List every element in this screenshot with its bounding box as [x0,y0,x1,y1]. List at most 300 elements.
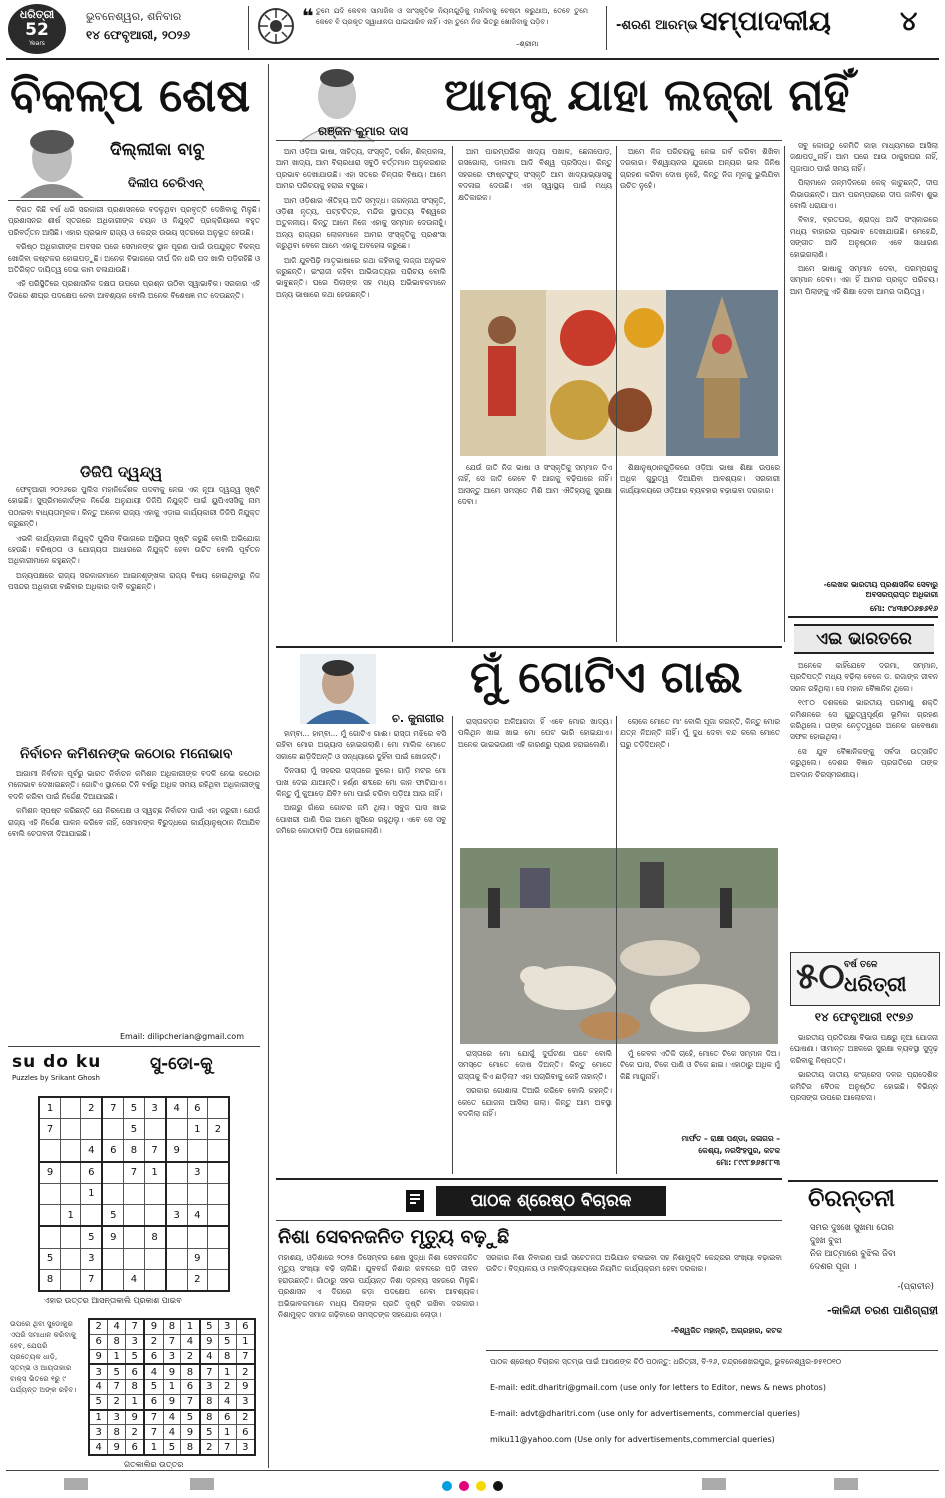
india-paragraph: ଅନେକେ କାହିଁଯେବେ ଦରମା, ସମ୍ମାନ, ପ୍ରତିପତ୍ତି ମଧ୍ୟ ବଢ଼ିଲା ବେଳେ ଡ. ରଜାଙ୍କ ଜୀବନ ସରଳ ରହିଥିଲା। ସେ ମହାନ ବୈଜ୍ଞାନିକ ଥିଲେ। [790,661,938,693]
sudoku-cell: 9 [163,1394,181,1409]
main-paragraph: ଯେଉଁ ଜାତି ନିଜ ଭାଷା ଓ ସଂସ୍କୃତିକୁ ସମ୍ମାନ ଦିଏ ନାହିଁ, ସେ ଜାତି କେବେ ବି ଆଗକୁ ବଢ଼ିପାରେ ନାହିଁ। ଆସନ୍ତୁ ଆମେ ସମସ୍ତେ ମିଶି ଆମ ଐତିହ୍ୟକୁ ସୁରକ୍ଷା ଦେବା। [458,463,612,507]
masthead-date: ୧୪ ଫେବୃଆରୀ, ୨୦୨୬ [86,28,191,42]
sudoku-cell: 9 [187,1248,207,1269]
sudoku-cell: 5 [39,1248,61,1269]
columnist-portrait [12,128,92,198]
main-article-title: ଆମକୁ ଯାହା ଲଜ୍ଜା ନାହିଁ [444,70,850,121]
sudoku-cell: 1 [89,1410,108,1425]
sudoku-cell [144,1248,166,1269]
sudoku-cell: 5 [181,1410,200,1425]
sudoku-cell: 4 [124,1269,144,1291]
sudoku-cell: 3 [125,1334,144,1349]
sudoku-cell: 6 [81,1162,103,1184]
sudoku-cell: 4 [163,1410,181,1425]
sudoku-cell [207,1184,229,1205]
column-paragraph: ଏଭଳି କାର୍ଯ୍ୟକାରୀ ନିଯୁକ୍ତି ପୁଲିସ ବିଭାଗରେ ଅସ୍ଥିରତା ସୃଷ୍ଟି କରୁଛି ବୋଲି ଅଭିଯୋଗ ହେଉଛି। ବରିଷ୍ଠତା ଓ ଯୋଗ୍ୟତା ଆଧାରରେ ନିଯୁକ୍ତି ହେବା ଉଚିତ ବୋଲି ପୂର୍ବତନ ଅଧିକାରୀମାନେ କହୁଛନ୍ତି। [8,533,260,566]
second-paragraph: ହାମ୍ବା... ହାମ୍ବା... ମୁଁ ଗୋଟିଏ ଗାଈ। ରାସ୍ତା ମଝିରେ ବସି ରହିବା ମୋର ଅଭ୍ୟାସ ହୋଇଗଲାଣି। ମୋ ମାଲିକ ମୋତେ ସକାଳେ ଛାଡ଼ିଦିଅନ୍ତି ଓ ସନ୍ଧ୍ୟାରେ ଦୁହିଁବା ପାଇଁ ଖୋଜନ୍ତି। [276,729,446,761]
masthead-divider [248,6,249,50]
sudoku-cell: 9 [125,1410,144,1425]
sudoku-row [89,1364,255,1379]
sudoku-cell [166,1162,188,1184]
sudoku-row [39,1097,229,1119]
sudoku-cell: 3 [236,1440,255,1455]
main-col-3b [620,462,780,650]
sudoku-cell: 5 [200,1319,219,1334]
sudoku-cell: 2 [144,1334,163,1349]
chirantani-author: -କାଳିନ୍ଦୀ ଚରଣ ପାଣିଗ୍ରାହୀ [826,1304,938,1317]
sudoku-row [89,1425,255,1440]
masthead-divider-2 [606,6,607,50]
main-col-3 [620,146,780,286]
sudoku-cell [207,1204,229,1226]
sudoku-cell: 1 [39,1097,61,1119]
sudoku-cell: 9 [89,1349,108,1364]
sudoku-cell: 9 [181,1425,200,1440]
email-other[interactable]: miku11@yahoo.com (Use only for advertisements,commercial queries) [490,1435,775,1444]
logo-text: ଧରିତ୍ରୀ [19,8,55,21]
sudoku-cell [102,1184,124,1205]
sudoku-cell: 6 [218,1410,236,1425]
sudoku-cell [81,1119,103,1140]
sudoku-cell: 6 [125,1364,144,1379]
sudoku-cell: 1 [108,1349,126,1364]
sudoku-cell: 3 [163,1349,181,1364]
sudoku-cell: 9 [144,1319,163,1334]
masthead-rule [6,58,939,60]
email-editor[interactable]: E-mail: edit.dharitri@gmail.com (use only for letters to Editor, news & news photos) [490,1383,826,1392]
sudoku-cell [124,1248,144,1269]
sudoku-cell [187,1226,207,1248]
sudoku-cell: 4 [81,1140,103,1162]
sudoku-caption: ଏହାର ଉତ୍ତର ଆସନ୍ତାକାଲି ପ୍ରକାଶ ପାଇବ [44,1296,182,1305]
sudoku-cell [61,1119,81,1140]
page-number: ୪ [900,6,918,37]
left-column-rule [268,64,269,1468]
sudoku-cell: 5 [124,1119,144,1140]
sudoku-cell: 5 [144,1380,163,1395]
reader-band-rule [276,1220,782,1221]
sudoku-cell: 7 [144,1425,163,1440]
second-col-rule-1 [452,716,453,1174]
sudoku-cell: 3 [89,1364,108,1379]
sudoku-cell: 5 [218,1334,236,1349]
letter-body: ମହାଶୟ, ଓଡ଼ିଶାରେ ୨୦୨୫ ଡିସେମ୍ବର ଶେଷ ସୁଦ୍ଧା ନିଶା ସେବନଜନିତ ମୃତ୍ୟୁ ସଂଖ୍ୟା ବଢ଼ି ଚାଲିଛି। ଯୁବବର୍ଗ ନିଶାର କବଳରେ ପଡ଼ି ଜୀବନ ହରାଉଛନ୍ତି। ଗାଁଠାରୁ ସହର ପର୍ଯ୍ୟନ୍ତ ନିଶା ଦ୍ରବ୍ୟ ସହଜରେ ମିଳୁଛି। ପ୍ରଶାସନ ଏ ଦିଗରେ କଡ଼ା ପଦକ୍ଷେପ ନେବା ଆବଶ୍ୟକ। ଅଭିଭାବକମାନେ ମଧ୍ୟ ପିଲାଙ୍କ ପ୍ରତି ଦୃଷ୍ଟି ରଖିବା ଦରକାର। ନିଶାମୁକ୍ତ ସମାଜ ଗଢ଼ିବାରେ ସମସ୍ତଙ୍କ ସହଯୋଗ ଲୋଡ଼ା। [278,1253,478,1320]
anniversary-item: ଭାରତୀୟ ଜାତୀୟ କଂଗ୍ରେସ ଦଳର ପ୍ରାଦେଶିକ କମିଟିର ବୈଠକ ଅନୁଷ୍ଠିତ ହୋଇଛି। ବିଭିନ୍ନ ପ୍ରସଙ୍ଗ ଉପରେ ଆଲୋଚନା। [790,1070,938,1103]
right-paragraph: ଆମେ ଭାଷାକୁ ସମ୍ମାନ ଦେବା, ପରମ୍ପରାକୁ ସମ୍ମାନ ଦେବା। ଏହା ହିଁ ଆମର ପ୍ରକୃତ ପରିଚୟ। ଆମ ପିଲାଙ୍କୁ ଏହି ଶିକ୍ଷା ଦେବା ଆମର ଦାୟିତ୍ୱ। [790,264,938,296]
sudoku-cell: 8 [125,1380,144,1395]
column-subtitle: ଦିଲ୍ଲୀକା ବାବୁ [110,140,205,160]
main-title-rule [276,140,782,141]
main-col-rule-3 [784,146,785,642]
sudoku-cell [124,1226,144,1248]
reader-top-rule [276,1178,782,1180]
sudoku-cell: 5 [102,1204,124,1226]
main-phone: ମୋ: ୯୪୩୭୦୬୭୬୧୬ [869,604,938,613]
sudoku-cell [39,1140,61,1162]
sudoku-cell: 5 [89,1394,108,1409]
logo-years: 52 [25,20,49,40]
chirantani-source: -(ପ୍ରାଚୀନ) [897,1282,934,1292]
second-col-2b [458,1048,612,1172]
main-col-1 [276,146,446,650]
sudoku-cell: 2 [81,1097,103,1119]
sudoku-row [89,1410,255,1425]
sudoku-cell [207,1140,229,1162]
sudoku-cell [61,1162,81,1184]
letter-signature: -ବିଶ୍ୱଜିତ ମହାନ୍ତି, ଅଗ୍ରହାର, କଟକ [670,1326,782,1335]
column-paragraph: ବରିଷ୍ଠ ଅଧିକାରୀଙ୍କ ଅବସର ପରେ ସେମାନଙ୍କ ସ୍ଥାନ ପୂରଣ ପାଇଁ ଉପଯୁକ୍ତ ବିକଳ୍ପ ଖୋଜିବା କଷ୍ଟକର ହୋଇପଡ଼ୁଛି। ଅନେକ ବିଭାଗରେ ଦୀର୍ଘ ଦିନ ଧରି ପଦ ଖାଲି ପଡ଼ିରହିଛି ଓ ଅତିରିକ୍ତ ଦାୟିତ୍ୱ ଦେଇ କାମ ଚଳାଯାଉଛି। [8,242,260,275]
sudoku-cell: 9 [200,1334,219,1349]
sudoku-cell: 3 [144,1097,166,1119]
sudoku-cell [102,1119,124,1140]
second-byline-2: କେଶ୍ୟ, ନରସିଂହପୁର, କଟକ [698,1146,780,1155]
columnist-email[interactable]: Email: dilipcherian@gmail.com [120,1032,244,1041]
sudoku-cell [61,1184,81,1205]
anniversary-date: ୧୪ ଫେବୃଆରୀ ୧୯୭୬ [814,1010,914,1024]
sudoku-cell: 4 [166,1097,188,1119]
india-section-title: ଏଇ ଭାରତରେ [794,624,934,654]
sudoku-cell [61,1248,81,1269]
cmyk-dots [440,1478,510,1492]
sudoku-cell: 5 [81,1226,103,1248]
sudoku-cell: 7 [144,1410,163,1425]
sudoku-cell: 4 [218,1394,236,1409]
main-col-2b [458,462,612,650]
sudoku-instructions: ଉପରେ ଥିବା ସୁଡୋକୁର ଏପରି ସମାଧାନ କରିବାକୁ ହେବ, ଯେପରି ପ୍ରତ୍ୟେକ ଧାଡ଼ି, ସ୍ତମ୍ଭ ଓ ଆୟତାକାର ବାକ୍ସ ଭିତରେ ୧ରୁ ୯ ପର୍ଯ୍ୟନ୍ତ ଅଙ୍କ ରହିବ। [10,1319,77,1394]
main-paragraph: ଆଜି ଯୁବପିଢ଼ି ମାତୃଭାଷାରେ କଥା କହିବାକୁ ଲଜ୍ଜା ଅନୁଭବ କରୁଛନ୍ତି। ଇଂରାଜୀ କହିବା ଆଭିଜାତ୍ୟର ପରିଚୟ ବୋଲି ଭାବୁଛନ୍ତି। ଘରେ ପିଲାଙ୍କ ସହ ମଧ୍ୟ ଅଭିଭାବକମାନେ ଅନ୍ୟ ଭାଷାରେ କଥା ହେଉଛନ୍ତି। [276,255,446,299]
second-byline-1: ମାର୍ଫତ – ରାକ୍ଷୀ ପଣ୍ଡା, ଜଳାଗର – [681,1134,780,1143]
column-paragraph: ଏହି ପରିସ୍ଥିତିରେ ପ୍ରଶାସନିକ ଦକ୍ଷତା ଉପରେ ପ୍ରଶ୍ନ ଉଠିବା ସ୍ୱାଭାବିକ। ସରକାର ଏହି ଦିଗରେ ଶୀଘ୍ର ପଦକ୍ଷେପ ନେବା ଆବଶ୍ୟକ ବୋଲି ଅନେକ ବିଶେଷଜ୍ଞ ମତ ଦେଉଛନ୍ତି। [8,279,260,300]
letter-body-2: ସରକାର ନିଶା ନିବାରଣ ପାଇଁ ସଚେତନତା ଅଭିଯାନ ଚଳାଇବା ସହ ନିଶାମୁକ୍ତି କେନ୍ଦ୍ରର ସଂଖ୍ୟା ବଢ଼ାଇବା ଉଚିତ। ବିଦ୍ୟାଳୟ ଓ ମହାବିଦ୍ୟାଳୟରେ ନିୟମିତ କାର୍ଯ୍ୟକ୍ରମ ହେବା ଦରକାର। [486,1253,782,1274]
sudoku-cell: 4 [144,1364,163,1379]
right-paragraph: ସବୁ କୋଉଠୁ କେମିତି କାହା ମାଧ୍ୟମରେ ଆସିଲା ଜଣାପଡ଼ୁନାହିଁ। ଆମ ଘରେ ଆଉ ଠାକୁରଘର ନାହିଁ, ପୂଜାପାଠ ପାଇଁ ସମୟ ନାହିଁ। [790,141,938,173]
sudoku-cell: 4 [89,1380,108,1395]
sudoku-cell: 2 [236,1364,255,1379]
sudoku-cell: 4 [108,1319,126,1334]
sudoku-cell: 8 [39,1269,61,1291]
sudoku-cell: 3 [187,1162,207,1184]
main-byline: -ଲେଖକ ଭାରତୀୟ ପ୍ରଶାସନିକ ସେବାରୁ ଅବସରପ୍ରାପ୍ତ ଅଧିକାରୀ [823,580,938,599]
sudoku-cell [144,1119,166,1140]
sudoku-cell [166,1119,188,1140]
sudoku-cell [187,1184,207,1205]
sudoku-cell: 9 [163,1364,181,1379]
sudoku-cell [39,1204,61,1226]
sun-emblem-icon [256,6,296,46]
column-paragraph: ଫେବୃଆରୀ ୨୦୨୬ରେ ପୁଲିସ ମହାନିର୍ଦ୍ଦେଶକ ପଦବୀକୁ ନେଇ ଏକ ନୂଆ ଦ୍ୱନ୍ଦ୍ୱ ସୃଷ୍ଟି ହୋଇଛି। ସୁପ୍ରିମକୋର୍ଟଙ୍କ ନିର୍ଦ୍ଦେଶ ଅନୁଯାୟୀ ଡିଜିପି ନିଯୁକ୍ତି ପାଇଁ ୟୁପିଏସସିକୁ ନାମ ପଠାଇବା ବାଧ୍ୟତାମୂଳକ। କିନ୍ତୁ ଅନେକ ରାଜ୍ୟ ଏହାକୁ ଏଡ଼ାଇ କାର୍ଯ୍ୟକାରୀ ଡିଜିପି ନିଯୁକ୍ତ କରୁଛନ୍ତି। [8,485,260,529]
column-paragraph: ବିଗତ କିଛି ବର୍ଷ ଧରି ସରକାରୀ ପ୍ରଶାସନରେ ବଦଳୁଥିବା ପ୍ରବୃତ୍ତି ଦେଖିବାକୁ ମିଳୁଛି। ପ୍ରଶାସନର ଶୀର୍ଷ ସ୍ତରରେ ଅଧିକାରୀଙ୍କ ଚୟନ ଓ ନିଯୁକ୍ତି ପ୍ରକ୍ରିୟାରେ ବହୁତ ପରିବର୍ତ୍ତନ ଆସିଛି। ଏହାର ପ୍ରଭାବ ରାଜ୍ୟ ଓ କେନ୍ଦ୍ର ଉଭୟ ସ୍ତରରେ ଅନୁଭୂତ ହେଉଛି। [8,205,260,237]
sudoku-cell: 3 [200,1380,219,1395]
column-paragraph: ଆଗାମୀ ନିର୍ବାଚନ ପୂର୍ବରୁ ଭାରତ ନିର୍ବାଚନ କମିଶନ ଅଧିକାରୀଙ୍କ ବଦଳି ନେଇ କଠୋର ମନୋଭାବ ଦେଖାଇଛନ୍ତି। ଗୋଟିଏ ସ୍ଥାନରେ ତିନି ବର୍ଷରୁ ଅଧିକ ସମୟ ରହିଥିବା ଅଧିକାରୀଙ୍କୁ ବଦଳି କରିବା ପାଇଁ ନିର୍ଦ୍ଦେଶ ଦିଆଯାଇଛି। [8,769,260,801]
chirantani-title: ଚିରନ୍ତନୀ [808,1186,895,1212]
section-prefix: -ଶରଣ ଆରମ୍ଭ [616,18,698,33]
chirantani-poem [810,1222,938,1274]
second-article-title: ମୁଁ ଗୋଟିଏ ଗାଈ [470,652,743,703]
sudoku-cell: 6 [187,1097,207,1119]
sudoku-cell: 9 [166,1140,188,1162]
sudoku-row [89,1440,255,1455]
right-column-top [790,140,938,574]
quote-mark-icon: ❝ [302,4,314,28]
anniversary-logo: ଧରିତ୍ରୀ [844,972,907,996]
poem-line: ସମର ଦୁଃଖେ ସୁଖମା ତୋର [810,1223,894,1233]
sudoku-cell: 4 [89,1440,108,1455]
sudoku-cell: 4 [200,1349,219,1364]
second-col-2 [458,716,612,844]
reader-band-title: ପାଠକ ଶ୍ରେଷ୍ଠ ବିଚାରକ [436,1186,666,1216]
registration-bar [834,1478,858,1490]
main-paragraph: ଆମ ଓଡ଼ିଶାର ଐତିହ୍ୟ ଅତି ସମୃଦ୍ଧ। ଜଗନ୍ନାଥ ସଂସ୍କୃତି, ଓଡ଼ିଶୀ ନୃତ୍ୟ, ପଟ୍ଟଚିତ୍ର, ମନ୍ଦିର ସ୍ଥାପତ୍ୟ ବିଶ୍ୱରେ ଅତୁଳନୀୟ। କିନ୍ତୁ ଆମେ ନିଜେ ଏହାକୁ ସମ୍ମାନ ଦେଉନାହୁଁ। ଅନ୍ୟ ରାଜ୍ୟର ଲୋକମାନେ ଆମର ସଂସ୍କୃତିକୁ ପ୍ରଶଂସା କରୁଥିବା ବେଳେ ଆମେ ଏହାକୁ ଅବହେଳା କରୁଛେ। [276,195,446,251]
sudoku-cell: 6 [102,1140,124,1162]
sudoku-cell [61,1140,81,1162]
page-bottom-rule [6,1470,939,1471]
sudoku-cell: 1 [125,1394,144,1409]
email-advt[interactable]: E-mail: advt@dharitri.com (use only for advertisements, commercial queries) [490,1409,800,1418]
sudoku-cell: 8 [108,1425,126,1440]
sudoku-cell: 7 [163,1334,181,1349]
sudoku-cell: 1 [218,1364,236,1379]
second-paragraph: ସରକାର ଗୋଶାଳା ତିଆରି କରିବେ ବୋଲି କହନ୍ତି। କେତେ ଯୋଜନା ଆସିଲା ଗଲା। କିନ୍ତୁ ଆମ ଅବସ୍ଥା ବଦଳିଲା ନାହିଁ। [458,1086,612,1119]
sudoku-answer-grid [88,1318,256,1456]
second-paragraph: ରାସ୍ତାକଡ଼ର ଅଳିଆଗଦା ହିଁ ଏବେ ମୋର ଖାଦ୍ୟ। ପଲିଥିନ ଖାଇ ଖାଇ ମୋ ପେଟ ଭାରି ହୋଇଯାଏ। ଅନେକ ଭାଇଭଉଣୀ ଏହି କାରଣରୁ ପ୍ରାଣ ହରାଇଲେଣି। [458,717,612,749]
sudoku-cell: 7 [236,1349,255,1364]
column-body-2 [8,484,260,742]
sudoku-row [39,1119,229,1140]
sudoku-cell [81,1204,103,1226]
sudoku-row [39,1162,229,1184]
sudoku-cell: 7 [81,1269,103,1291]
sudoku-cell [207,1226,229,1248]
sudoku-cell: 2 [181,1349,200,1364]
sudoku-cell: 1 [163,1380,181,1395]
second-paragraph: ମୁଁ କେବଳ ଏତିକି ଚାହେଁ, ମୋତେ ଟିକେ ସମ୍ମାନ ଦିଅ। ଟିକେ ଘାସ, ଟିକେ ପାଣି ଓ ଟିକେ ଛାଇ। ଏହାଠାରୁ ଅଧିକ ମୁଁ କିଛି ମାଗୁନାହିଁ। [620,1049,780,1081]
sudoku-cell: 1 [187,1119,207,1140]
sudoku-cell: 8 [181,1440,200,1455]
masthead-quote-author: –ଶ୍ରୀମା [516,40,539,48]
reader-icon [400,1186,430,1216]
sudoku-cell: 8 [200,1394,219,1409]
columnist-name: ଦିଲୀପ ଚେରିଏନ୍ [128,176,203,190]
main-paragraph: ଶିକ୍ଷାନୁଷ୍ଠାନଗୁଡ଼ିକରେ ଓଡ଼ିଆ ଭାଷା ଶିକ୍ଷା ଉପରେ ଅଧିକ ଗୁରୁତ୍ୱ ଦିଆଯିବା ଆବଶ୍ୟକ। ସରକାରୀ କାର୍ଯ୍ୟାଳୟରେ ଓଡ଼ିଆର ବ୍ୟବହାର ବଢ଼ାଇବା ଦରକାର। [620,463,780,495]
sudoku-cell: 9 [39,1162,61,1184]
main-article-author: ରଞ୍ଜନ କୁମାର ଦାସ [318,124,408,138]
right-column-rule [788,616,938,618]
sudoku-cell: 8 [181,1364,200,1379]
sudoku-cell: 1 [218,1425,236,1440]
main-paragraph: ଆମ ପାରମ୍ପରିକ ଖାଦ୍ୟ ପଖାଳ, ଛେନାପୋଡ଼, ରସଗୋଲା, ଡାଲମା ଆଦି ବିଶ୍ୱ ପ୍ରସିଦ୍ଧ। କିନ୍ତୁ ସହରରେ ଫାଷ୍ଟଫୁଡ୍ ସଂସ୍କୃତି ଆମ ଖାଦ୍ୟାଭ୍ୟାସକୁ ବଦଳାଇ ଦେଉଛି। ଏହା ସ୍ୱାସ୍ଥ୍ୟ ପାଇଁ ମଧ୍ୟ କ୍ଷତିକାରକ। [458,147,612,202]
registration-bar [702,1478,726,1490]
sudoku-cell: 1 [61,1204,81,1226]
sudoku-cell: 8 [108,1334,126,1349]
sudoku-cell: 2 [218,1380,236,1395]
sudoku-cell: 3 [108,1410,126,1425]
india-paragraph: ସେ ଯୁବ ବୈଜ୍ଞାନିକଙ୍କୁ ସର୍ବଦା ଉତ୍ସାହିତ କରୁଥିଲେ। ଦେଶର ବିଜ୍ଞାନ ପ୍ରଗତିରେ ତାଙ୍କ ଅବଦାନ ଚିରସ୍ମରଣୀୟ। [790,746,938,779]
sudoku-cell [166,1226,188,1248]
sudoku-cell: 7 [102,1097,124,1119]
sudoku-row [39,1269,229,1291]
sudoku-cell [144,1269,166,1291]
cows-on-road-photo [460,848,778,1044]
sudoku-label-odia: ସୁ-ଡୋ-କୁ [150,1054,213,1074]
letter-title: ନିଶା ସେବନଜନିତ ମୃତ୍ୟୁ ବଢ଼ୁଛି [278,1226,510,1248]
sudoku-cell: 8 [218,1349,236,1364]
sudoku-cell: 3 [81,1248,103,1269]
second-author-photo [300,654,376,724]
masthead-quote: ତୁମେ ଯଦି କେବଳ ସାମାଜିକ ଓ ସାଂସ୍କୃତିକ ନିୟମଗୁଡ଼ିକୁ ମାନିବାକୁ ଚେଷ୍ଟା କରୁଥାଅ, ତେବେ ତୁମେ କେବେ ବି ପ୍ରକୃତ ସ୍ୱାଧୀନତା ପାଇପାରିବ ନାହିଁ। ଏହା ତୁମେ ନିଜ ଭିତରୁ ଖୋଜିବାକୁ ପଡ଼ିବ। [316,7,588,26]
sudoku-cell: 5 [124,1097,144,1119]
sudoku-cell: 9 [236,1380,255,1395]
sudoku-cell [102,1162,124,1184]
sudoku-cell: 5 [108,1364,126,1379]
sudoku-cell: 3 [218,1319,236,1334]
right-paragraph: ବିବାହ, ବ୍ରତଘର, ଶ୍ରାଦ୍ଧ ଆଦି ସଂସ୍କାରରେ ମଧ୍ୟ ବାହାରର ପ୍ରଭାବ ଦେଖାଯାଉଛି। ମେହେନ୍ଦି, ସଙ୍ଗୀତ ଆଦି ଅନୁଷ୍ଠାନ ଏବେ ସାଧାରଣ ହୋଇଗଲାଣି। [790,215,938,259]
right-paragraph: ପିଲାମାନେ ଜନ୍ମଦିନରେ କେକ୍ କାଟୁଛନ୍ତି, ଦୀପ ଲିଭାଉଛନ୍ତି। ଆମ ପରମ୍ପରାରେ ଦୀପ ଜାଳିବା ଶୁଭ ବୋଲି ଧରାଯାଏ। [790,178,938,211]
sudoku-row [89,1394,255,1409]
sudoku-cell: 4 [181,1334,200,1349]
sudoku-label: su do ku [12,1052,102,1072]
column-body [8,204,260,460]
sudoku-answer-caption: ଗତକାଲିର ଉତ୍ତର [124,1460,184,1469]
india-body [790,660,938,950]
second-phone: ମୋ: ୮୯୯୮୭୬୫୮୮୩ [716,1158,780,1167]
main-col-2 [458,146,612,286]
poem-line: ନିଜ ଆତ୍ମାରେ ବୁଝିଲ ଜିବା [810,1249,896,1259]
reader-contact: ପାଠକ ଶ୍ରେଷ୍ଠ ବିଚାରକ ସ୍ତମ୍ଭ ପାଇଁ ଆପଣଙ୍କ ଚିଠି ପଠାନ୍ତୁ: ଧରିତ୍ରୀ, ବି-୨୬, ଚନ୍ଦ୍ରଶେଖରପୁର, ଭୁବନେଶ୍ୱର-୭୫୧୦୧୦ [490,1357,842,1366]
sudoku-cell: 6 [181,1380,200,1395]
sudoku-row [39,1248,229,1269]
sudoku-cell: 1 [181,1319,200,1334]
sudoku-cell [144,1204,166,1226]
sudoku-cell: 6 [125,1440,144,1455]
india-paragraph: ୧୯୮୦ ଦଶକରେ ଭାରତୀୟ ପରମାଣୁ ଶକ୍ତି କମିଶନରେ ସେ ଗୁରୁତ୍ୱପୂର୍ଣ୍ଣ ଭୂମିକା ଗ୍ରହଣ କରିଥିଲେ। ତାଙ୍କ ନେତୃତ୍ୱରେ ଅନେକ ଗବେଷଣା ସଫଳ ହୋଇଥିଲା। [790,698,938,742]
sudoku-cell: 9 [108,1440,126,1455]
column-body-3 [8,768,260,1030]
section-title: ସମ୍ପାଦକୀୟ [700,6,831,37]
sudoku-cell: 5 [200,1425,219,1440]
sudoku-cell: 1 [236,1334,255,1349]
sudoku-row [39,1184,229,1205]
sudoku-cell [207,1269,229,1291]
main-paragraph: ଆମେ ନିଜ ପରିଚୟକୁ ନେଇ ଗର୍ବ କରିବା ଶିଖିବା ଦରକାର। ବିଶ୍ୱାୟନର ଯୁଗରେ ଅନ୍ୟର ଭଲ ଜିନିଷ ଗ୍ରହଣ କରିବା ଦୋଷ ନୁହେଁ, କିନ୍ତୁ ନିଜ ମୂଳକୁ ଭୁଲିଯିବା ଉଚିତ ନୁହେଁ। [620,147,780,191]
sudoku-cell: 2 [207,1119,229,1140]
main-col-rule-1 [452,146,453,642]
column-title: ବିକଳ୍ପ ଶେଷ [10,68,251,122]
anniversary-items [790,1032,938,1172]
sudoku-credit: Puzzles by Srikant Ghosh [12,1074,100,1082]
anniversary-item: ଭାରତୀୟ ପ୍ରତିରକ୍ଷା ବିଭାଗ ପକ୍ଷରୁ ନୂଆ ଯୋଜନା ଘୋଷଣା। ସୀମାନ୍ତ ଅଞ୍ଚଳରେ ସୁରକ୍ଷା ବ୍ୟବସ୍ଥା ସୁଦୃଢ଼ କରିବାକୁ ନିଷ୍ପତ୍ତି। [790,1033,938,1065]
sudoku-cell [207,1248,229,1269]
anniversary-number: ୫୦ [796,956,845,997]
sudoku-cell: 2 [125,1425,144,1440]
column-subhead-ec: ନିର୍ବାଚନ କମିଶନଙ୍କ କଠୋର ମନୋଭାବ [20,746,233,762]
sudoku-cell [61,1097,81,1119]
sudoku-cell [39,1226,61,1248]
second-article-author: ଚ. କୁନାଗୀର [392,712,444,725]
sudoku-cell: 1 [144,1440,163,1455]
second-paragraph: ଆଗରୁ ଗାଁରେ ଗୋଚର ଜମି ଥିଲା। ସବୁଜ ଘାସ ଖାଇ ପୋଖରୀ ପାଣି ପିଇ ଆମେ ଖୁସିରେ ରହୁଥିଲୁ। ଏବେ ସେ ସବୁ ଜମିରେ କୋଠାବାଡ଼ି ଠିଆ ହୋଇଗଲାଣି। [276,803,446,836]
sudoku-cell: 9 [102,1226,124,1248]
sudoku-cell [207,1097,229,1119]
second-paragraph: ଲୋକେ ମୋତେ ମା' ବୋଲି ପୂଜା କରନ୍ତି, କିନ୍ତୁ ମୋର ଯତ୍ନ ନିଅନ୍ତି ନାହିଁ। ମୁଁ ଦୁଧ ଦେବା ବନ୍ଦ କଲେ ମୋତେ ଘରୁ ତଡ଼ିଦିଅନ୍ତି। [620,717,780,749]
sudoku-cell: 2 [108,1394,126,1409]
sudoku-cell: 6 [144,1394,163,1409]
anniversary-label: ବର୍ଷ ତଳେ [844,960,878,970]
sudoku-cell: 7 [125,1319,144,1334]
sudoku-cell: 6 [236,1319,255,1334]
sudoku-cell [187,1140,207,1162]
masthead-place-day: ଭୁବନେଶ୍ୱର, ଶନିବାର [86,10,182,23]
contact-rule [486,1350,938,1351]
second-col-3b [620,1048,780,1132]
sudoku-cell [39,1184,61,1205]
sudoku-cell [61,1226,81,1248]
second-col-rule-2 [616,716,617,1174]
sudoku-cell: 5 [163,1440,181,1455]
sudoku-cell: 3 [89,1425,108,1440]
sudoku-cell: 4 [187,1204,207,1226]
sudoku-grid [38,1096,230,1292]
sudoku-cell [144,1184,166,1205]
sudoku-cell: 7 [181,1394,200,1409]
sudoku-row [89,1349,255,1364]
column-paragraph: ଅନ୍ୟପକ୍ଷରେ ରାଜ୍ୟ ସରକାରମାନେ ଆଇନଶୃଙ୍ଖଳା ରାଜ୍ୟ ବିଷୟ ହୋଇଥିବାରୁ ନିଜ ପସନ୍ଦର ଅଧିକାରୀ ବାଛିବାର ଅଧିକାର ଦାବି କରୁଛନ୍ତି। [8,570,260,592]
sudoku-cell: 5 [125,1349,144,1364]
sudoku-cell [166,1269,188,1291]
registration-bar [190,1478,214,1490]
sudoku-cell [102,1248,124,1269]
sudoku-row [39,1204,229,1226]
sudoku-cell: 7 [218,1440,236,1455]
sudoku-cell: 3 [166,1204,188,1226]
sudoku-cell [166,1184,188,1205]
chirantani-rule [788,1180,938,1182]
sudoku-cell [124,1184,144,1205]
sudoku-cell [207,1162,229,1184]
main-article-photo [460,290,778,456]
sudoku-cell: 7 [108,1380,126,1395]
sudoku-cell [61,1269,81,1291]
sudoku-cell: 7 [144,1140,166,1162]
sudoku-cell [102,1269,124,1291]
sudoku-row [39,1140,229,1162]
sudoku-cell: 2 [236,1410,255,1425]
sudoku-row [89,1334,255,1349]
sudoku-cell: 8 [124,1140,144,1162]
sudoku-cell: 1 [144,1162,166,1184]
sudoku-row [39,1226,229,1248]
sudoku-cell: 7 [39,1119,61,1140]
column-paragraph: କମିଶନ ସ୍ପଷ୍ଟ କରିଛନ୍ତି ଯେ ନିରପେକ୍ଷ ଓ ସ୍ୱଚ୍ଛ ନିର୍ବାଚନ ପାଇଁ ଏହା ଜରୁରୀ। ଯେଉଁ ରାଜ୍ୟ ଏହି ନିର୍ଦ୍ଦେଶ ପାଳନ କରିବେ ନାହିଁ, ସେମାନଙ୍କ ବିରୁଦ୍ଧରେ କାର୍ଯ୍ୟାନୁଷ୍ଠାନ ନିଆଯିବ ବୋଲି ଚେତାବନୀ ଦିଆଯାଇଛି। [8,806,260,839]
sudoku-cell: 2 [187,1269,207,1291]
registration-bar [64,1478,88,1490]
second-col-1 [276,728,446,1180]
sudoku-cell: 4 [163,1425,181,1440]
logo-years-label: Years [29,40,45,47]
sudoku-cell: 8 [144,1226,166,1248]
sudoku-cell [166,1248,188,1269]
sudoku-cell: 2 [200,1440,219,1455]
sudoku-cell: 7 [124,1162,144,1184]
sudoku-cell: 7 [200,1364,219,1379]
sudoku-cell: 6 [236,1425,255,1440]
column-end-rule [8,1046,260,1047]
poem-line: ଦୁଃଖ ବୁଝା [810,1236,842,1246]
poem-line: ଦେଶର ପୂଜା । [810,1262,857,1272]
second-col-3 [620,716,780,844]
second-paragraph: ଦିନସାରା ମୁଁ ସହରର ରାସ୍ତାରେ ବୁଲେ। ଗାଡ଼ି ମଟର ମୋ ପାଖ ଦେଇ ଯାଆନ୍ତି। ହର୍ଣ୍ଣ ଶବ୍ଦରେ ମୋ କାନ ଫାଟିଯାଏ। କିନ୍ତୁ ମୁଁ କୁଆଡ଼େ ଯିବି? ମୋ ପାଇଁ ଚରିବା ପଡ଼ିଆ ଆଉ ନାହିଁ। [276,766,446,799]
sudoku-cell: 8 [163,1319,181,1334]
sudoku-cell: 8 [200,1410,219,1425]
